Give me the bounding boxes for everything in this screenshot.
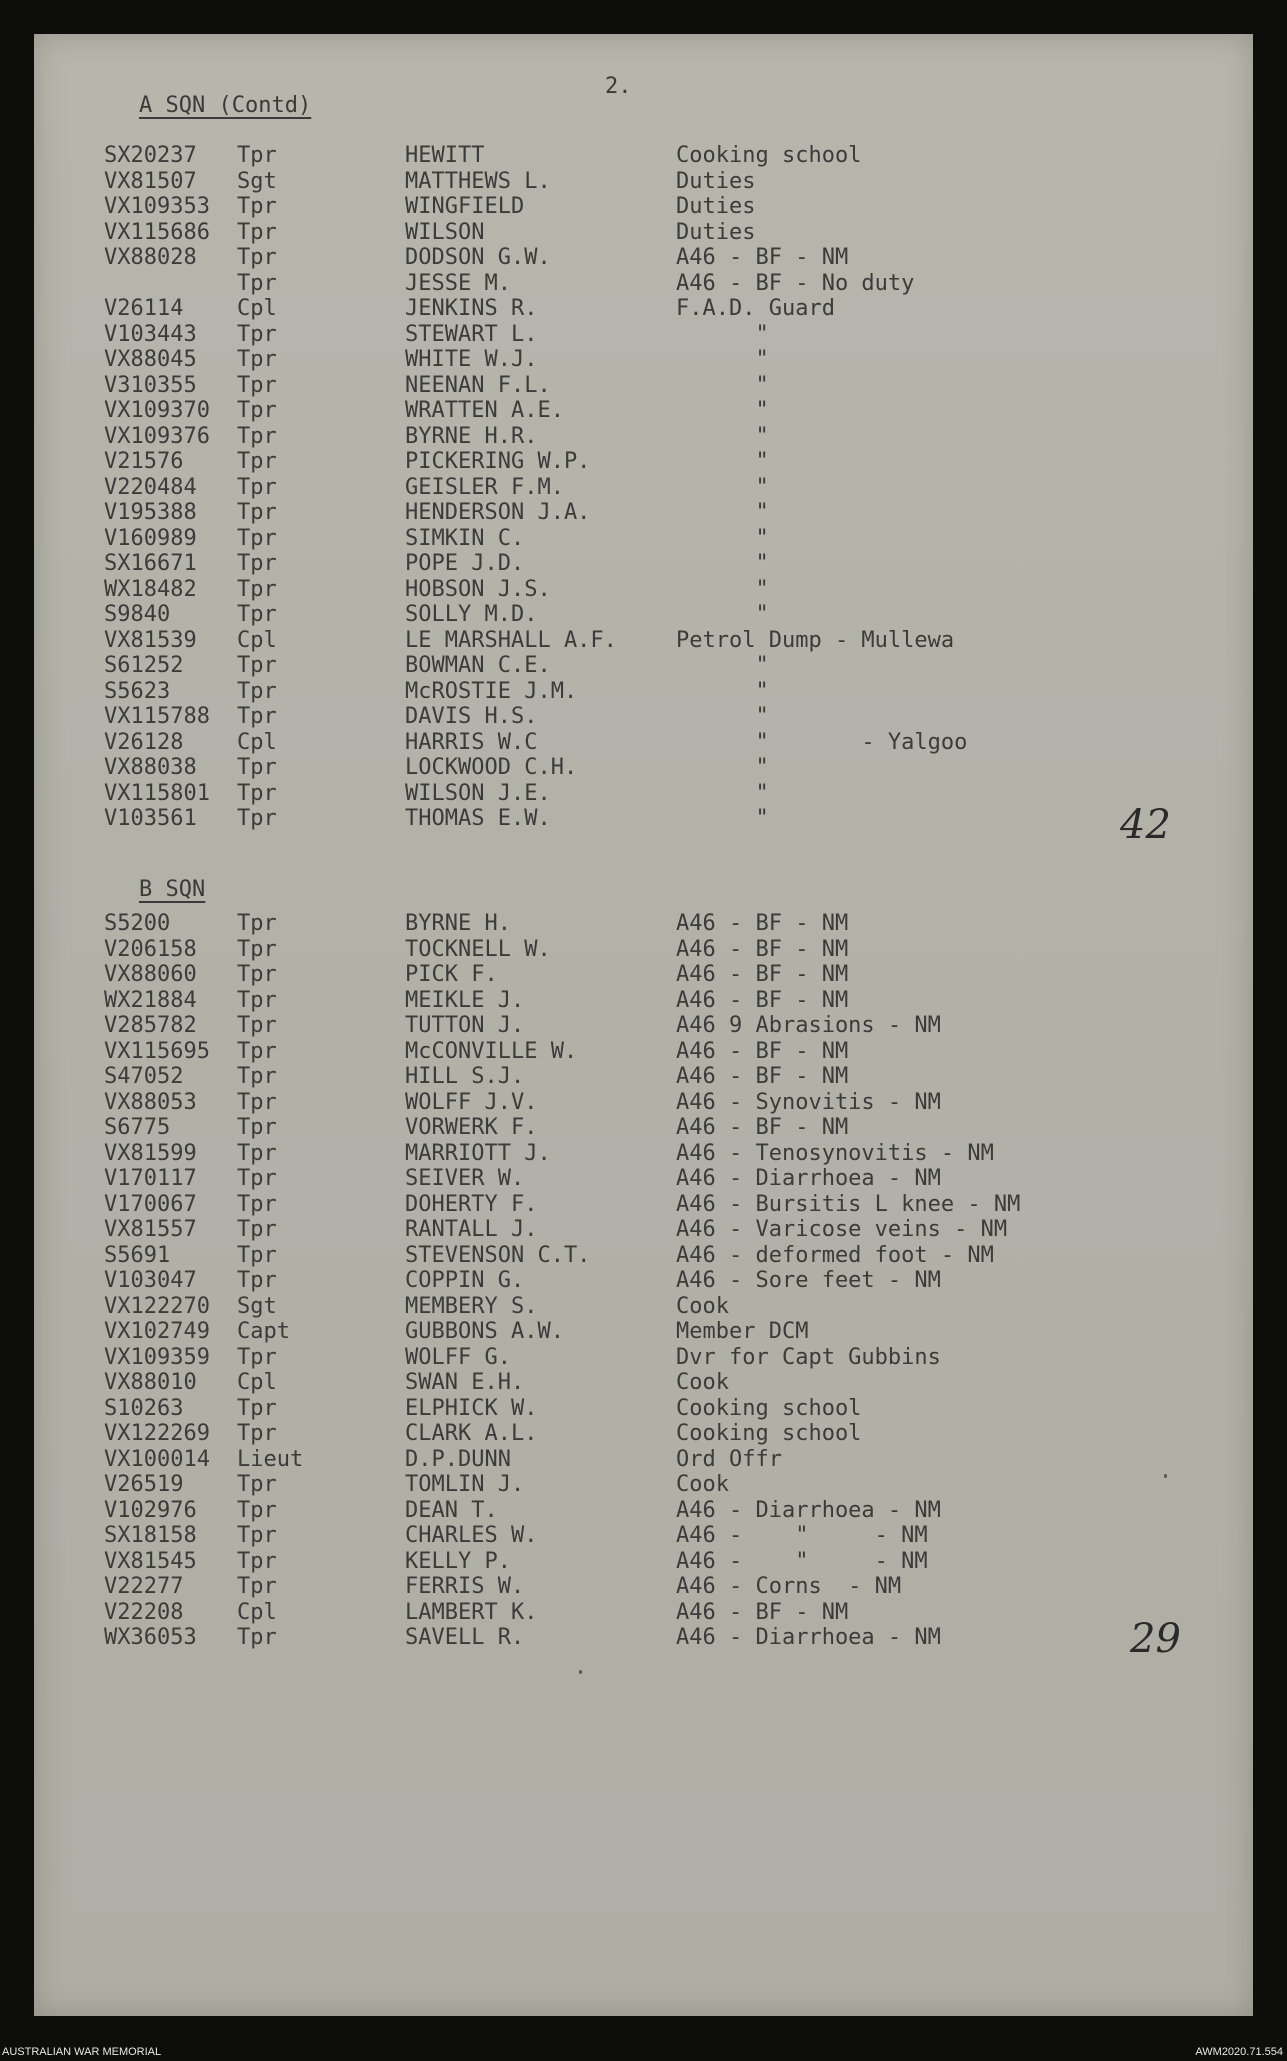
member-name: MATTHEWS L. [405, 168, 551, 194]
section-heading-b-sqn: B SQN [139, 877, 206, 902]
member-name: NEENAN F.L. [405, 372, 551, 398]
service-number: VX100014 [104, 1446, 210, 1472]
service-number: S61252 [104, 653, 184, 678]
roster-row [34, 730, 1253, 756]
service-number: S6775 [104, 1115, 171, 1140]
roster-row [34, 169, 1253, 195]
service-number: S47052 [104, 1064, 184, 1089]
service-number: VX115788 [104, 704, 210, 729]
roster-row [34, 551, 1253, 577]
service-number: VX115695 [104, 1038, 210, 1064]
roster-row [34, 1268, 1253, 1294]
service-number: SX20237 [104, 143, 197, 168]
rank: Tpr [237, 1038, 277, 1064]
rank: Tpr [237, 987, 277, 1013]
service-number: VX81557 [104, 1217, 197, 1242]
roster-row [34, 653, 1253, 679]
status-note: A46 - " - NM [676, 1523, 928, 1548]
member-name: BYRNE H. [405, 911, 511, 936]
member-name: PICKERING W.P. [405, 449, 591, 474]
rank: Tpr [237, 602, 277, 627]
status-note: " [676, 678, 769, 704]
service-number: V26519 [104, 1472, 184, 1497]
status-note: " [676, 755, 769, 780]
rank: Tpr [237, 1242, 277, 1268]
roster-row [34, 1396, 1253, 1422]
member-name: WRATTEN A.E. [405, 398, 564, 423]
roster-row [34, 1294, 1253, 1320]
rank: Tpr [237, 347, 277, 372]
member-name: WOLFF G. [405, 1344, 511, 1370]
service-number: WX18482 [104, 576, 197, 602]
member-name: WILSON J.E. [405, 780, 551, 806]
rank: Tpr [237, 576, 277, 602]
member-name: RANTALL J. [405, 1217, 538, 1242]
member-name: DAVIS H.S. [405, 704, 538, 729]
service-number: SX18158 [104, 1523, 197, 1548]
roster-row [34, 347, 1253, 373]
member-name: BYRNE H.R. [405, 423, 538, 449]
roster-row [34, 1217, 1253, 1243]
handwritten-count-b: 29 [1130, 1616, 1181, 1662]
roster-row [34, 1166, 1253, 1192]
service-number: S10263 [104, 1395, 184, 1421]
roster-row [34, 1574, 1253, 1600]
roster-row [34, 1498, 1253, 1524]
service-number: V160989 [104, 525, 197, 551]
roster-row [34, 1421, 1253, 1447]
member-name: ELPHICK W. [405, 1395, 538, 1421]
rank: Tpr [237, 1421, 277, 1446]
member-name: CHARLES W. [405, 1523, 538, 1548]
status-note: Duties [676, 168, 756, 194]
member-name: McROSTIE J.M. [405, 678, 578, 704]
rank: Tpr [237, 1140, 277, 1166]
rank: Tpr [237, 474, 277, 500]
roster-row [34, 781, 1253, 807]
status-note: " [676, 423, 769, 449]
roster-row [34, 1090, 1253, 1116]
member-name: PICK F. [405, 962, 498, 987]
roster-row [34, 704, 1253, 730]
service-number: V22208 [104, 1599, 184, 1625]
service-number: VX88060 [104, 962, 197, 987]
rank: Tpr [237, 1548, 277, 1574]
status-note: Duties [676, 219, 756, 245]
member-name: LE MARSHALL A.F. [405, 627, 617, 653]
member-name: HOBSON J.S. [405, 576, 551, 602]
document-page [34, 34, 1253, 2016]
status-note: " [676, 398, 769, 423]
status-note: A46 - BF - NM [676, 1599, 849, 1625]
rank: Capt [237, 1319, 290, 1344]
rank: Tpr [237, 551, 277, 576]
rank: Tpr [237, 1395, 277, 1421]
service-number: WX36053 [104, 1625, 197, 1650]
status-note: " [676, 347, 769, 372]
service-number: V103443 [104, 321, 197, 347]
service-number: VX102749 [104, 1319, 210, 1344]
roster-row [34, 937, 1253, 963]
member-name: TOMLIN J. [405, 1472, 525, 1497]
service-number: VX109370 [104, 398, 210, 423]
roster-row [34, 679, 1253, 705]
member-name: JENKINS R. [405, 296, 538, 321]
status-note: A46 - BF - NM [676, 1115, 849, 1140]
rank: Tpr [237, 1344, 277, 1370]
service-number: VX115686 [104, 219, 210, 245]
status-note: A46 - BF - NM [676, 245, 849, 270]
status-note: A46 - BF - NM [676, 911, 849, 936]
status-note: A46 - Corns - NM [676, 1574, 902, 1599]
member-name: LAMBERT K. [405, 1599, 538, 1625]
service-number: VX81599 [104, 1140, 197, 1166]
member-name: MEMBERY S. [405, 1293, 538, 1319]
member-name: SEIVER W. [405, 1166, 525, 1191]
status-note: Cook [676, 1370, 729, 1395]
rank: Tpr [237, 1191, 277, 1217]
roster-row [34, 1243, 1253, 1269]
status-note: " - Yalgoo [676, 729, 968, 755]
status-note: A46 - Diarrhoea - NM [676, 1497, 941, 1523]
service-number: VX88010 [104, 1370, 197, 1395]
rank: Tpr [237, 806, 277, 831]
rank: Tpr [237, 1115, 277, 1140]
roster-row [34, 500, 1253, 526]
rank: Tpr [237, 1625, 277, 1650]
member-name: COPPIN G. [405, 1268, 525, 1293]
member-name: SIMKIN C. [405, 525, 525, 551]
roster-row [34, 1115, 1253, 1141]
rank: Sgt [237, 168, 277, 194]
member-name: SAVELL R. [405, 1625, 525, 1650]
status-note: A46 - BF - NM [676, 987, 849, 1013]
member-name: McCONVILLE W. [405, 1038, 578, 1064]
roster-row [34, 1523, 1253, 1549]
member-name: D.P.DUNN [405, 1446, 511, 1472]
rank: Tpr [237, 1217, 277, 1242]
service-number: V285782 [104, 1013, 197, 1038]
service-number: S9840 [104, 602, 171, 627]
roster-row [34, 806, 1253, 832]
status-note: " [676, 576, 769, 602]
roster-row [34, 1192, 1253, 1218]
service-number: VX109353 [104, 194, 210, 219]
status-note: A46 - Synovitis - NM [676, 1089, 941, 1115]
service-number: VX109376 [104, 423, 210, 449]
status-note: A46 - Diarrhoea - NM [676, 1625, 941, 1650]
rank: Tpr [237, 911, 277, 936]
status-note: Dvr for Capt Gubbins [676, 1344, 941, 1370]
rank: Tpr [237, 423, 277, 449]
service-number: VX115801 [104, 780, 210, 806]
rank: Tpr [237, 1166, 277, 1191]
service-number: S5623 [104, 678, 171, 704]
member-name: DEAN T. [405, 1497, 498, 1523]
roster-row [34, 1345, 1253, 1371]
rank: Tpr [237, 678, 277, 704]
paper-speck [579, 1670, 582, 1674]
roster-row [34, 194, 1253, 220]
rank: Tpr [237, 219, 277, 245]
service-number: SX16671 [104, 551, 197, 576]
roster-row [34, 577, 1253, 603]
roster-row [34, 602, 1253, 628]
member-name: THOMAS E.W. [405, 806, 551, 831]
roster-row [34, 1625, 1253, 1651]
rank: Tpr [237, 525, 277, 551]
status-note: Cooking school [676, 1395, 862, 1421]
rank: Lieut [237, 1446, 304, 1472]
service-number: VX81507 [104, 168, 197, 194]
status-note: A46 - BF - NM [676, 1064, 849, 1089]
status-note: Petrol Dump - Mullewa [676, 627, 955, 653]
service-number: V21576 [104, 449, 184, 474]
member-name: DOHERTY F. [405, 1191, 538, 1217]
status-note: " [676, 551, 769, 576]
rank: Tpr [237, 755, 277, 780]
service-number: V206158 [104, 936, 197, 962]
member-name: TUTTON J. [405, 1013, 525, 1038]
member-name: LOCKWOOD C.H. [405, 755, 578, 780]
rank: Tpr [237, 1268, 277, 1293]
status-note: A46 - Sore feet - NM [676, 1268, 941, 1293]
service-number: V26128 [104, 729, 184, 755]
member-name: WHITE W.J. [405, 347, 538, 372]
roster-row [34, 398, 1253, 424]
member-name: MEIKLE J. [405, 987, 525, 1013]
status-note: A46 - BF - NM [676, 1038, 849, 1064]
page-number: 2. [605, 74, 632, 99]
roster-row [34, 373, 1253, 399]
status-note: Cooking school [676, 143, 862, 168]
b-sqn-roster [34, 911, 1253, 1651]
member-name: HENDERSON J.A. [405, 500, 591, 525]
service-number: V195388 [104, 500, 197, 525]
status-note: A46 - BF - NM [676, 962, 849, 987]
member-name: HARRIS W.C [405, 729, 538, 755]
status-note: Member DCM [676, 1319, 809, 1344]
roster-row [34, 424, 1253, 450]
service-number: V170117 [104, 1166, 197, 1191]
member-name: SOLLY M.D. [405, 602, 538, 627]
service-number: VX122270 [104, 1293, 210, 1319]
member-name: BOWMAN C.E. [405, 653, 551, 678]
member-name: TOCKNELL W. [405, 936, 551, 962]
service-number: V22277 [104, 1574, 184, 1599]
status-note: " [676, 780, 769, 806]
roster-row [34, 245, 1253, 271]
member-name: GUBBONS A.W. [405, 1319, 564, 1344]
rank: Tpr [237, 449, 277, 474]
roster-row [34, 988, 1253, 1014]
roster-row [34, 296, 1253, 322]
status-note: " [676, 525, 769, 551]
status-note: A46 - BF - No duty [676, 270, 915, 296]
status-note: A46 - Tenosynovitis - NM [676, 1140, 994, 1166]
status-note: A46 - BF - NM [676, 936, 849, 962]
service-number: V170067 [104, 1191, 197, 1217]
member-name: STEWART L. [405, 321, 538, 347]
service-number: VX81545 [104, 1548, 197, 1574]
rank: Tpr [237, 321, 277, 347]
member-name: DODSON G.W. [405, 245, 551, 270]
roster-row [34, 911, 1253, 937]
roster-row [34, 1039, 1253, 1065]
rank: Tpr [237, 780, 277, 806]
member-name: CLARK A.L. [405, 1421, 538, 1446]
status-note: A46 9 Abrasions - NM [676, 1013, 941, 1038]
service-number: V103561 [104, 806, 197, 831]
status-note: " [676, 602, 769, 627]
service-number: VX109359 [104, 1344, 210, 1370]
member-name: STEVENSON C.T. [405, 1242, 591, 1268]
roster-row [34, 1064, 1253, 1090]
footer-accession: AWM2020.71.554 [1195, 2046, 1283, 2058]
roster-row [34, 143, 1253, 169]
rank: Tpr [237, 1523, 277, 1548]
paper-speck [1164, 1474, 1167, 1478]
member-name: GEISLER F.M. [405, 474, 564, 500]
service-number: V220484 [104, 474, 197, 500]
status-note: Ord Offr [676, 1446, 782, 1472]
status-note: A46 - Varicose veins - NM [676, 1217, 1008, 1242]
service-number: VX88038 [104, 755, 197, 780]
status-note: Duties [676, 194, 756, 219]
service-number: WX21884 [104, 987, 197, 1013]
section-heading-a-sqn: A SQN (Contd) [139, 93, 312, 118]
status-note: A46 - " - NM [676, 1548, 928, 1574]
status-note: " [676, 704, 769, 729]
status-note: Cook [676, 1472, 729, 1497]
status-note: A46 - Bursitis L knee - NM [676, 1191, 1021, 1217]
roster-row [34, 475, 1253, 501]
roster-row [34, 1319, 1253, 1345]
status-note: Cook [676, 1293, 729, 1319]
handwritten-count-a: 42 [1120, 802, 1171, 848]
rank: Sgt [237, 1293, 277, 1319]
status-note: " [676, 653, 769, 678]
member-name: WINGFIELD [405, 194, 525, 219]
member-name: HILL S.J. [405, 1064, 525, 1089]
member-name: HEWITT [405, 143, 485, 168]
roster-row [34, 271, 1253, 297]
service-number: V103047 [104, 1268, 197, 1293]
member-name: JESSE M. [405, 270, 511, 296]
roster-row [34, 962, 1253, 988]
roster-row [34, 1549, 1253, 1575]
status-note: A46 - Diarrhoea - NM [676, 1166, 941, 1191]
rank: Tpr [237, 704, 277, 729]
rank: Tpr [237, 1064, 277, 1089]
roster-row [34, 1370, 1253, 1396]
roster-row [34, 220, 1253, 246]
status-note: " [676, 474, 769, 500]
rank: Tpr [237, 398, 277, 423]
rank: Tpr [237, 653, 277, 678]
status-note: " [676, 372, 769, 398]
member-name: KELLY P. [405, 1548, 511, 1574]
status-note: " [676, 321, 769, 347]
roster-row [34, 526, 1253, 552]
member-name: SWAN E.H. [405, 1370, 525, 1395]
member-name: WOLFF J.V. [405, 1089, 538, 1115]
status-note: " [676, 806, 769, 831]
footer-institution: AUSTRALIAN WAR MEMORIAL [2, 2046, 162, 2058]
rank: Tpr [237, 936, 277, 962]
rank: Tpr [237, 1472, 277, 1497]
service-number: S5200 [104, 911, 171, 936]
status-note: " [676, 449, 769, 474]
service-number: VX81539 [104, 627, 197, 653]
member-name: MARRIOTT J. [405, 1140, 551, 1166]
rank: Cpl [237, 1599, 277, 1625]
service-number: VX88028 [104, 245, 197, 270]
service-number: VX88045 [104, 347, 197, 372]
rank: Cpl [237, 296, 277, 321]
rank: Cpl [237, 627, 277, 653]
rank: Cpl [237, 1370, 277, 1395]
rank: Cpl [237, 729, 277, 755]
member-name: FERRIS W. [405, 1574, 525, 1599]
rank: Tpr [237, 245, 277, 270]
roster-row [34, 449, 1253, 475]
roster-row [34, 1447, 1253, 1473]
rank: Tpr [237, 1013, 277, 1038]
rank: Tpr [237, 1574, 277, 1599]
roster-row [34, 755, 1253, 781]
roster-row [34, 322, 1253, 348]
member-name: WILSON [405, 219, 485, 245]
service-number: VX122269 [104, 1421, 210, 1446]
roster-row [34, 1600, 1253, 1626]
service-number: V102976 [104, 1497, 197, 1523]
status-note: A46 - deformed foot - NM [676, 1242, 994, 1268]
service-number: V310355 [104, 372, 197, 398]
service-number: V26114 [104, 296, 184, 321]
status-note: F.A.D. Guard [676, 296, 835, 321]
roster-row [34, 1013, 1253, 1039]
rank: Tpr [237, 194, 277, 219]
member-name: POPE J.D. [405, 551, 525, 576]
roster-row [34, 1472, 1253, 1498]
service-number: S5691 [104, 1242, 171, 1268]
roster-row [34, 628, 1253, 654]
a-sqn-roster [34, 143, 1253, 832]
service-number: VX88053 [104, 1089, 197, 1115]
member-name: VORWERK F. [405, 1115, 538, 1140]
rank: Tpr [237, 270, 277, 296]
roster-row [34, 1141, 1253, 1167]
rank: Tpr [237, 372, 277, 398]
status-note: Cooking school [676, 1421, 862, 1446]
rank: Tpr [237, 1089, 277, 1115]
rank: Tpr [237, 962, 277, 987]
status-note: " [676, 500, 769, 525]
rank: Tpr [237, 1497, 277, 1523]
rank: Tpr [237, 143, 277, 168]
rank: Tpr [237, 500, 277, 525]
